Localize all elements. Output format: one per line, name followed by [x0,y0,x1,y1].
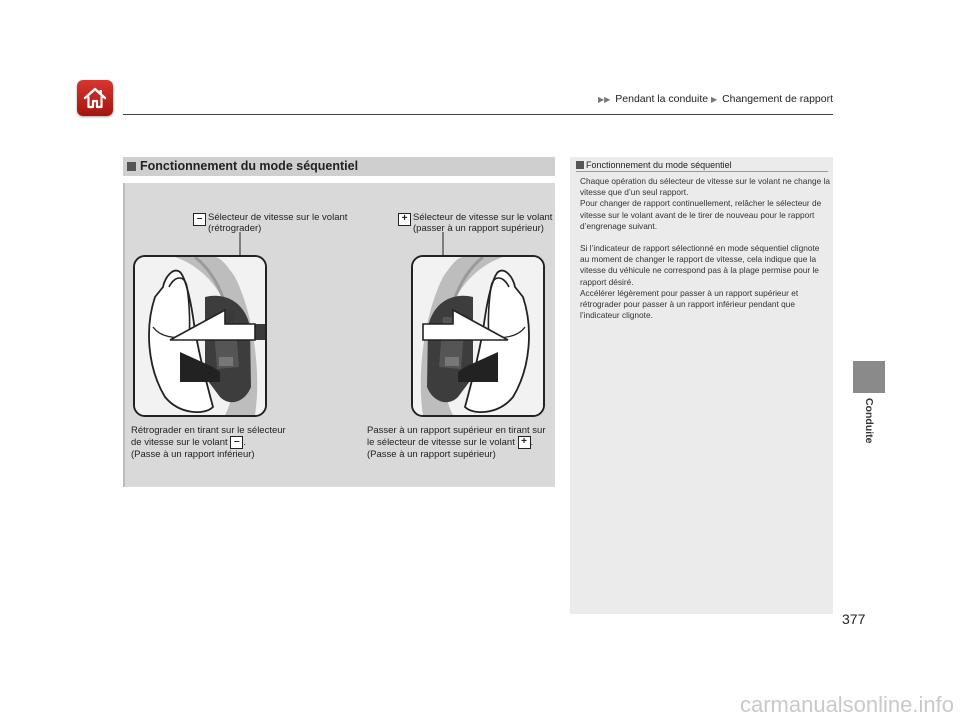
note-paragraph-2: Pour changer de rapport continuellement, relâcher le sélecteur de vitesse sur le volant avant de le tirer de nouveau pour le rapport d’engrenage suivant. [580,198,822,231]
breadcrumb-arrow-icon: ▶▶ [598,95,611,104]
page-number: 377 [842,611,866,627]
note-panel [570,157,833,614]
upshift-caption [367,425,545,460]
minus-key-icon: – [193,213,206,226]
downshift-illustration [133,255,267,417]
upshift-caption-line3: (Passe à un rapport supérieur) [367,449,496,460]
note-paragraph-4: Accélérer légèrement pour passer à un rapport supérieur et rétrograder pour passer à un rapport inférieur pendant que l’indicateur clignote. [580,287,799,321]
right-hand-paddle-image [413,257,543,415]
minus-key-inline-icon: – [230,436,243,449]
plus-key-icon: + [398,213,411,226]
downshift-caption-line2 [131,436,286,449]
note-bullet-icon [576,161,584,169]
downshift-caption-line3: (Passe à un rapport inférieur) [131,449,255,460]
figure-panel [123,183,555,487]
left-hand-paddle-image [135,257,265,415]
note-divider [576,171,828,172]
note-title-text: Fonctionnement du mode séquentiel [586,160,732,170]
downshift-caption-period: . [243,437,246,449]
section-header [123,157,555,176]
upshift-illustration [411,255,545,417]
breadcrumb-separator-icon: ▶ [711,95,718,104]
breadcrumb [598,93,833,105]
note-title [576,160,732,170]
breadcrumb-item-driving[interactable]: Pendant la conduite [615,93,709,105]
callout-downshift-line1: Sélecteur de vitesse sur le volant [208,212,348,223]
section-title: Fonctionnement du mode séquentiel [140,159,359,173]
note-paragraph-3: Si l’indicateur de rapport sélectionné en mode séquentiel clignote au moment de changer le rapport de vitesse, cela indique que la vitesse du véhicule ne correspond pas à la plage permise pour le rapport désiré. [580,243,820,287]
home-icon [81,84,109,112]
upshift-caption-line1: Passer à un rapport supérieur en tirant sur [367,425,546,436]
watermark[interactable]: carmanualsonline.info [739,692,954,717]
downshift-caption [131,425,286,460]
note-paragraph-1: Chaque opération du sélecteur de vitesse sur le volant ne change la vitesse que d’un seul rapport. [580,176,830,198]
section-bullet-icon [127,162,136,171]
note-body [580,176,830,321]
upshift-caption-line2-text: le sélecteur de vitesse sur le volant [367,437,515,449]
downshift-caption-line1: Rétrograder en tirant sur le sélecteur [131,425,286,436]
callout-upshift-line2: (passer à un rapport supérieur) [413,223,544,234]
chapter-tab[interactable] [853,361,885,393]
header-divider [123,114,833,115]
upshift-caption-period: . [530,437,534,449]
downshift-caption-line2-text: de vitesse sur le volant [131,437,228,449]
home-button[interactable] [77,80,113,116]
upshift-caption-line2 [367,436,545,449]
callout-downshift-line2: (rétrograder) [208,223,262,234]
breadcrumb-item-gear-change[interactable]: Changement de rapport [722,93,833,105]
chapter-label [849,398,889,488]
plus-key-inline-icon: + [518,436,531,449]
callout-upshift-line1: Sélecteur de vitesse sur le volant [413,212,553,223]
chapter-label-text: Conduite [863,398,875,444]
